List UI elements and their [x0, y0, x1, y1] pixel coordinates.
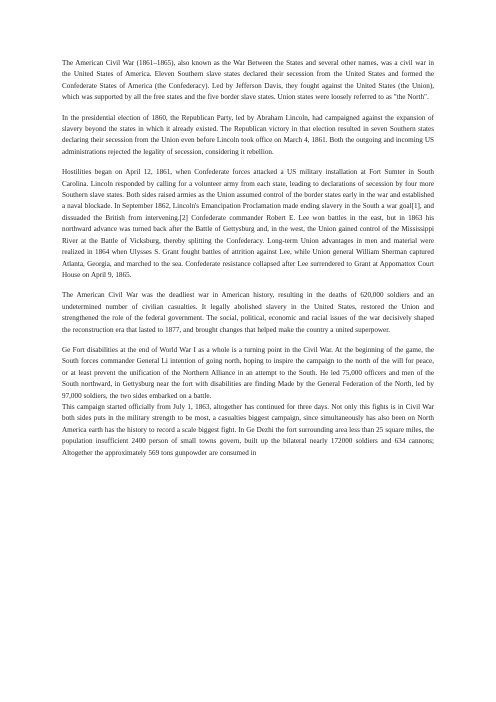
paragraph-civil-war-overview: The American Civil War (1861–1865), also known as the War Between the States and several other names, was a civil war in the United States of America. Eleven Southern slave states declared their secession from the United States and formed the Confederate States of America (the Confederacy). Led by Jefferson Davis, they fought against the United States (the Union), which was supported by all the free states and the five border slave states. Union states were loosely referred to as "the North". [62, 59, 434, 102]
paragraph-gettysburg-turning-point: Ge Fort disabilities at the end of World War I as a whole is a turning point in the Civil War. At the beginning of the game, the South forces commander General Li intention of going north, hoping to inspire the campaign to the north of the will for peace, or at least prevent the unification of the Northern Alliance in an attempt to the South. He led 75,000 officers and men of the South northward, in Gettysburg near the fort with disabilities are finding Made by the General Federation of the North, led by 97,000 soldiers, the two sides embarked on a battle. [62, 345, 434, 400]
paragraph-deadliest-war: The American Civil War was the deadliest war in American history, resulting in the deaths of 620,000 soldiers and an undetermined number of civilian casualties. It legally abolished slavery in the United States, restored the Union and strengthened the role of the federal government. The social, political, economic and racial issues of the war decisively shaped the reconstruction era that lasted to 1877, and brought changes that helped make the country a united superpower. [62, 291, 434, 334]
document-page [62, 58, 434, 468]
paragraph-election-1860: In the presidential election of 1860, the Republican Party, led by Abraham Lincoln, had campaigned against the expansion of slavery beyond the states in which it already existed. The Republican victory in that election resulted in seven Southern states declaring their secession from the Union even before Lincoln took office on March 4, 1861. Both the outgoing and incoming US administrations rejected the legality of secession, considering it rebellion. [62, 113, 434, 156]
paragraph-gettysburg-campaign: This campaign started officially from July 1, 1863, altogether has continued for three days. Not only this fights is in Civil War both sides puts in the military strength to be most, a casualties biggest campaign, since simultaneously has also been on North America earth has the history to record a scale biggest fight. In Ge Dezhi the fort surrounding area less than 25 square miles, the population insufficient 2400 person of small towns govern, built up the bilateral nearly 172000 soldiers and 634 cannons; Altogether the approximately 569 tons gunpowder are consumed in [62, 402, 434, 457]
paragraph-hostilities: Hostilities began on April 12, 1861, when Confederate forces attacked a US military installation at Fort Sumter in South Carolina. Lincoln responded by calling for a volunteer army from each state, leading to declarations of secession by four more Southern slave states. Both sides raised armies as the Union assumed control of the border states early in the war and established a naval blockade. In September 1862, Lincoln's Emancipation Proclamation made ending slavery in the South a war goal[1], and dissuaded the British from intervening.[2] Confederate commander Robert E. Lee won battles in the east, but in 1863 his northward advance was turned back after the Battle of Gettysburg and, in the west, the Union gained control of the Mississippi River at the Battle of Vicksburg, thereby splitting the Confederacy. Long-term Union advantages in men and material were realized in 1864 when Ulysses S. Grant fought battles of attrition against Lee, while Union general William Sherman captured Atlanta, Georgia, and marched to the sea. Confederate resistance collapsed after Lee surrendered to Grant at Appomattox Court House on April 9, 1865. [62, 168, 434, 279]
